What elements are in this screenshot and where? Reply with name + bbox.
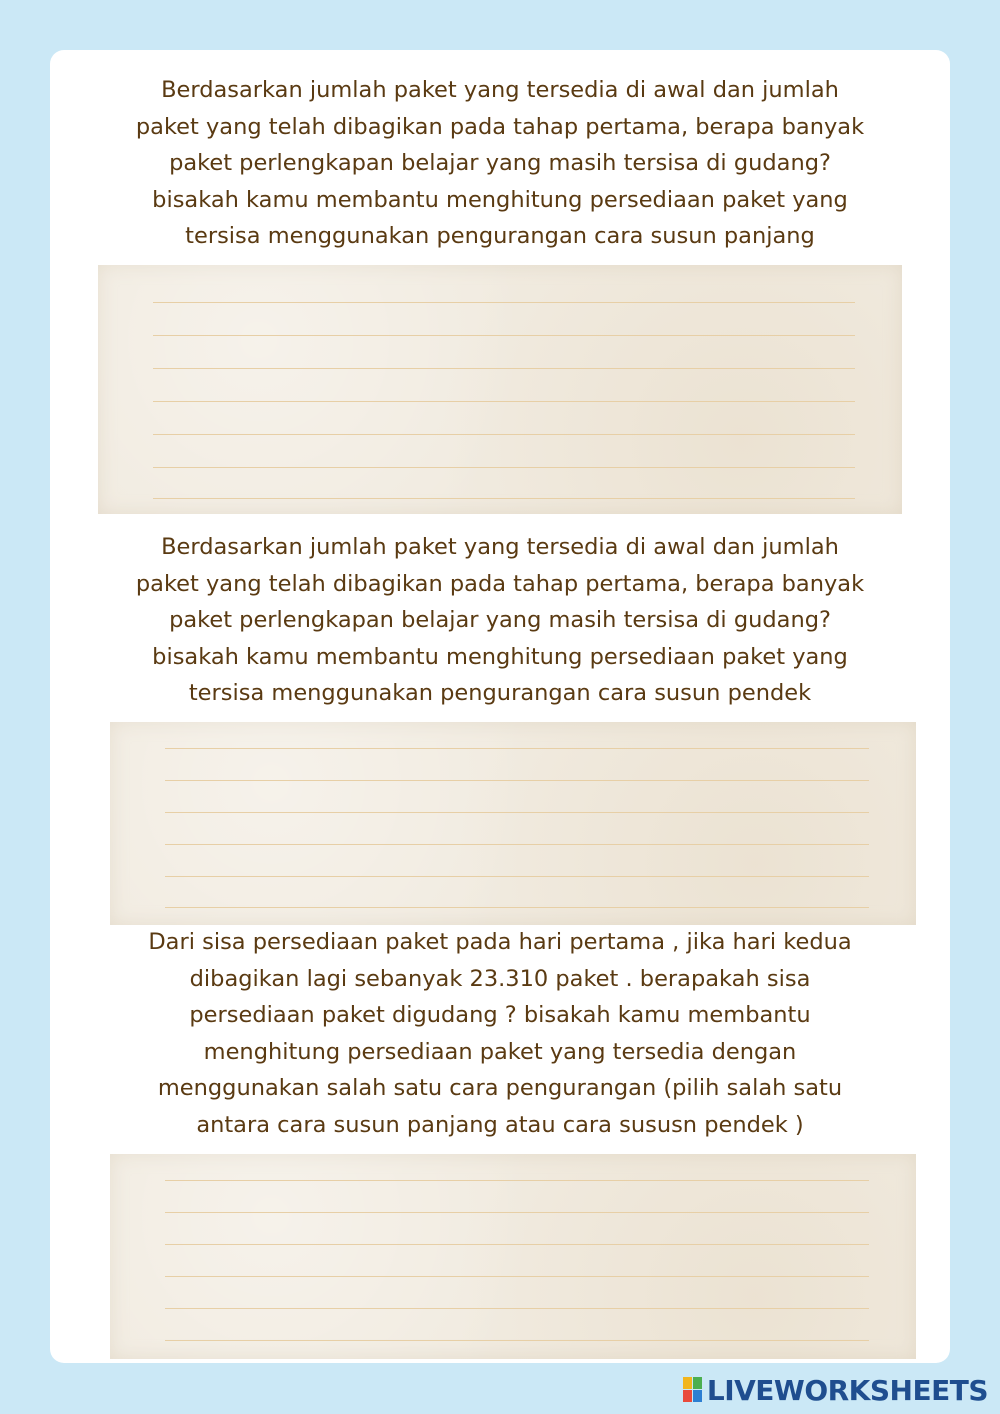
- logo-square: [683, 1377, 692, 1389]
- writing-line: [165, 1276, 869, 1277]
- writing-line: [165, 1244, 869, 1245]
- writing-line: [165, 1340, 869, 1341]
- writing-line: [165, 844, 869, 845]
- writing-line: [153, 335, 855, 336]
- logo-square: [693, 1390, 702, 1402]
- writing-line: [165, 780, 869, 781]
- answer-box-2[interactable]: [110, 722, 916, 925]
- logo-square: [693, 1377, 702, 1389]
- question-1-text: Berdasarkan jumlah paket yang tersedia di awal dan jumlah paket yang telah dibagikan pada tahap pertama, berapa banyak paket perlengkapan belajar yang masih tersisa di gudang? bisakah kamu membantu menghitung persediaan paket yang tersisa menggunakan pengurangan cara susun panjang: [135, 77, 865, 249]
- writing-line: [165, 1180, 869, 1181]
- writing-line: [165, 1308, 869, 1309]
- writing-line: [153, 302, 855, 303]
- writing-line: [165, 907, 869, 908]
- writing-line: [165, 1212, 869, 1213]
- writing-line: [153, 368, 855, 369]
- writing-line: [153, 434, 855, 435]
- liveworksheets-logo-icon: [683, 1377, 703, 1403]
- answer-box-3[interactable]: [110, 1154, 916, 1359]
- logo-square: [683, 1390, 692, 1402]
- question-3-text: Dari sisa persediaan paket pada hari pertama , jika hari kedua dibagikan lagi sebanyak 23.310 paket . berapakah sisa persediaan paket digudang ? bisakah kamu membantu menghitung persediaan paket yang tersedia dengan menggunakan salah satu cara pengurangan (pilih salah satu antara cara susun panjang atau cara sususn pendek ): [148, 929, 852, 1138]
- brand-name: LIVEWORKSHEETS: [706, 1373, 988, 1407]
- writing-line: [153, 498, 855, 499]
- writing-line: [165, 876, 869, 877]
- writing-line: [153, 467, 855, 468]
- answer-box-1[interactable]: [98, 265, 902, 514]
- writing-line: [165, 748, 869, 749]
- writing-line: [153, 401, 855, 402]
- liveworksheets-brand[interactable]: [683, 1374, 988, 1406]
- question-2-text: Berdasarkan jumlah paket yang tersedia di awal dan jumlah paket yang telah dibagikan pada tahap pertama, berapa banyak paket perlengkapan belajar yang masih tersisa di gudang? bisakah kamu membantu menghitung persediaan paket yang tersisa menggunakan pengurangan cara susun pendek: [135, 534, 865, 706]
- writing-line: [165, 812, 869, 813]
